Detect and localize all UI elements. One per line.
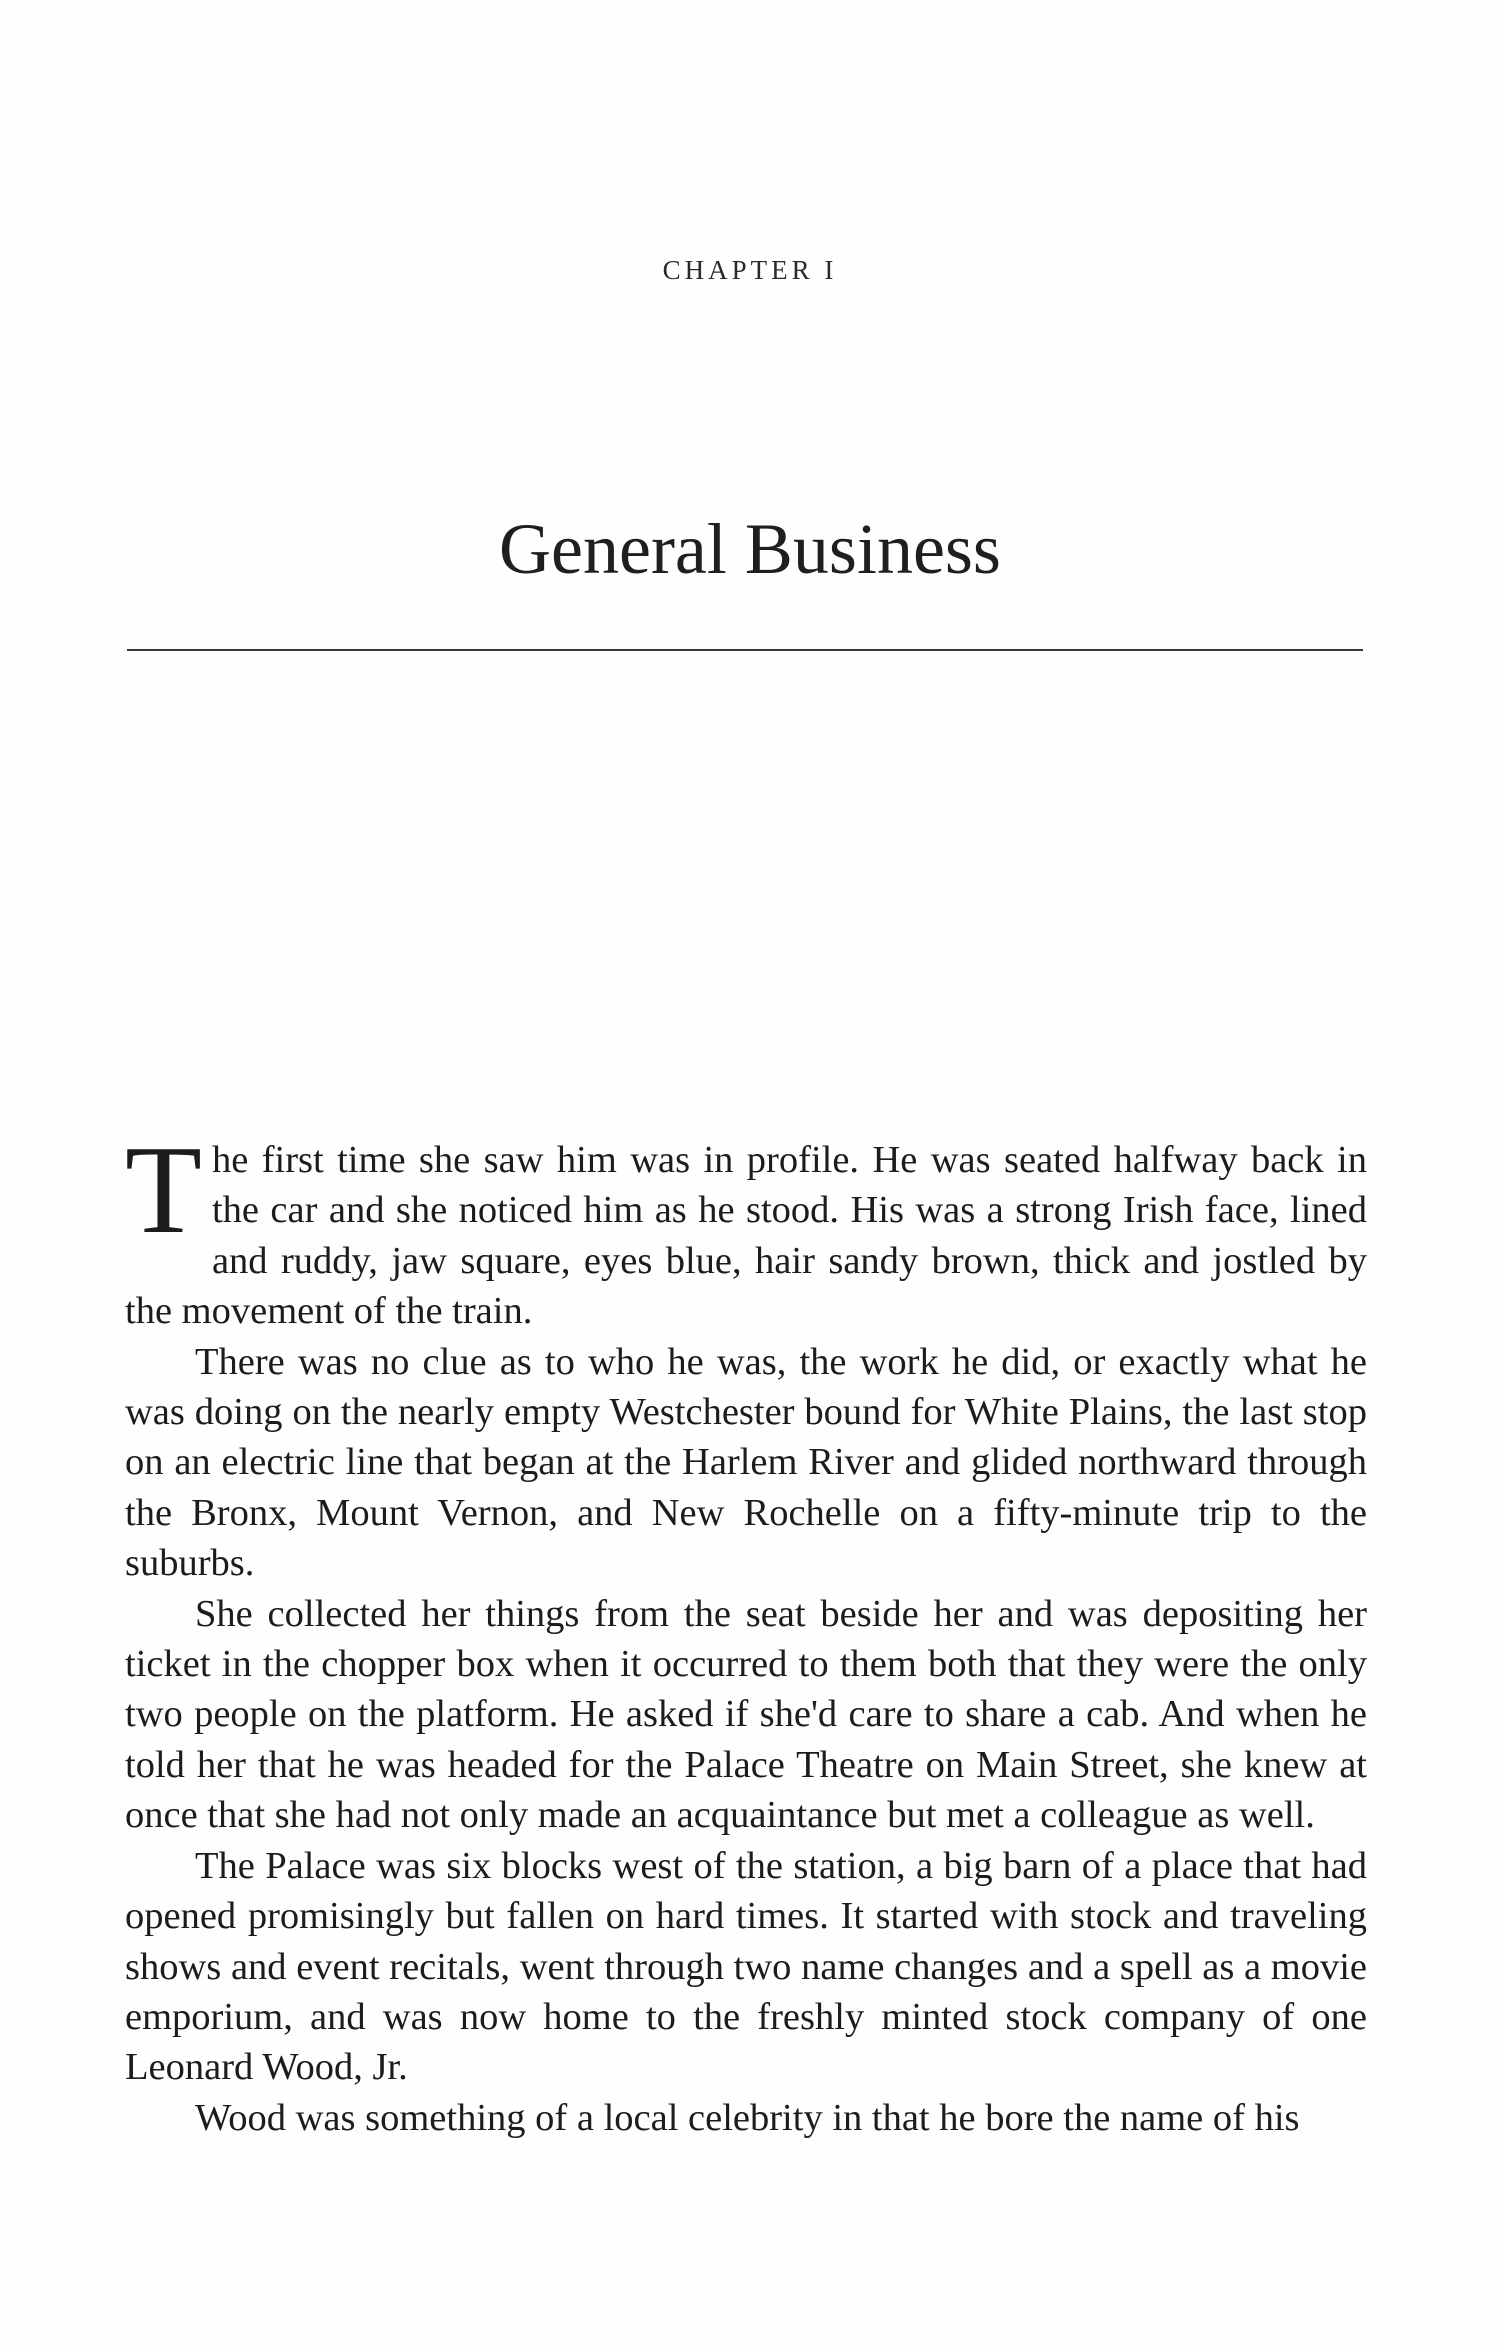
paragraph-4: The Palace was six blocks west of the station, a big barn of a place that had opened promisingly but fallen on hard times. It started with stock and traveling shows and event recitals, went through two name changes and a spell as a movie emporium, and was now home to the freshly minted stock company of one Leonard Wood, Jr. — [125, 1844, 1367, 2089]
paragraph-3: She collected her things from the seat beside her and was depositing her ticket in the chopper box when it occurred to them both that they were the only two people on the platform. He asked if she'd care to share a cab. And when he told her that he was headed for the Palace Theatre on Main Street, she knew at once that she had not only made an acquaintance but met a colleague as well. — [125, 1592, 1367, 1837]
paragraph-1-text: he first time she saw him was in profile. He was seated halfway back in the car and she noticed him as he stood. His was a strong Irish face, lined and ruddy, jaw square, eyes blue, hair sandy brown, thick and jostled by the movement of the train. — [125, 1139, 1367, 1333]
chapter-label: CHAPTER I — [662, 255, 838, 285]
paragraph-1 — [125, 1121, 1367, 1337]
title-divider-rule — [127, 649, 1363, 651]
paragraph-5: Wood was something of a local celebrity in that he bore the name of his — [195, 2096, 1300, 2139]
body-text — [125, 1121, 1367, 2143]
chapter-title: General Business — [499, 509, 1001, 589]
paragraph-2: There was no clue as to who he was, the work he did, or exactly what he was doing on the nearly empty Westchester bound for White Plains, the last stop on an electric line that began at the Harlem River and glided northward through the Bronx, Mount Vernon, and New Rochelle on a fifty-minute trip to the suburbs. — [125, 1340, 1367, 1585]
drop-cap: T — [125, 1121, 202, 1260]
